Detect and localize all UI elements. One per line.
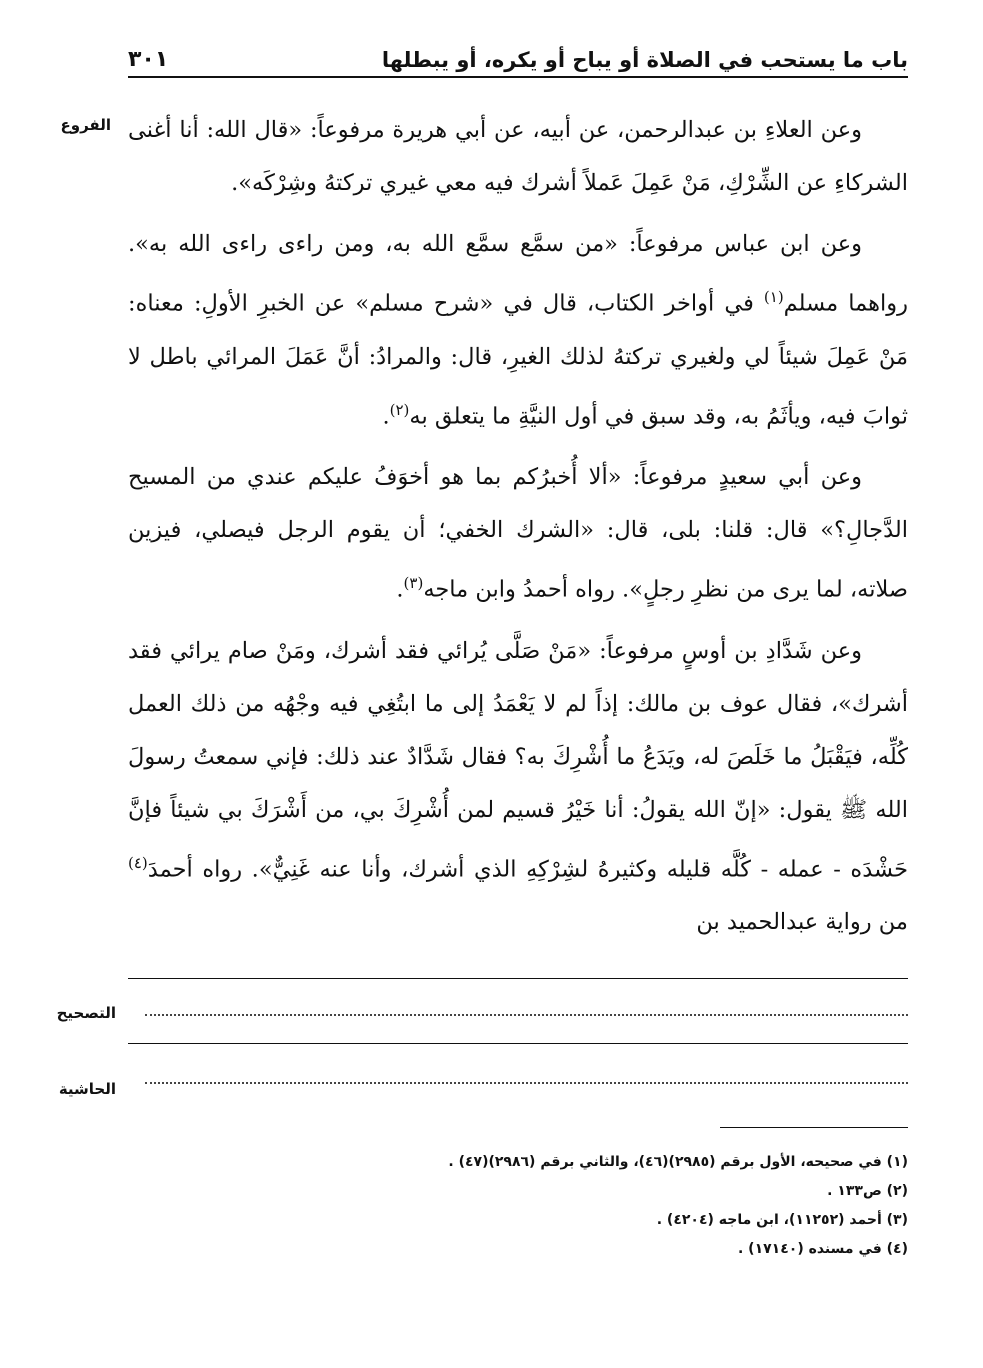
paragraph-text: وعن أبي سعيدٍ مرفوعاً: «ألا أُخبرُكم بما هو أخوَفُ عليكم عندي من المسيح الدَّجالِ؟» قال: قلنا: بلى، قال: «الشرك الخفي؛ أن يقوم الرجل فيصلي، فيزين صلاته، لما يرى من نظرِ رجلٍ». رواه أحمدُ وابن ماجه [128,464,908,603]
footnote-marker: (١) [763,288,784,306]
running-title: باب ما يستحب في الصلاة أو يباح أو يكره، أو يبطلها [381,48,908,72]
footnote-marker: (٣) [403,574,424,592]
footnote-marker: (٢) [389,400,410,419]
marginalia-dotted-line [145,1082,908,1084]
footnote-marker: (٤) [128,853,148,872]
paragraph-text: . [382,403,390,429]
paragraph [128,218,908,443]
correction-dotted-line [145,1014,908,1016]
paragraph [128,104,908,210]
paragraph [128,451,908,617]
footnote-item: (٣) أحمد (١١٢٥٢)، ابن ماجه (٤٢٠٤) . [656,1212,908,1228]
paragraph-text: في أواخر الكتاب، قال في «شرح مسلم» عن الخبرِ الأولِ: معناه: مَنْ عَمِلَ شيئاً لي ولغيري تركتهُ لذلك الغيرِ، قال: والمرادُ: أنَّ عَمَلَ المرائي باطل لا ثوابَ فيه، ويأثَمُ به، وقد سبق في أول النيَّةِ ما يتعلق به [128,290,908,429]
footnotes [300,1148,908,1264]
paragraph-text: . [396,576,404,603]
margin-label-branches: الفروع [60,116,111,134]
paragraph [128,625,908,950]
margin-label-marginalia: الحاشية [58,1080,116,1098]
correction-rule [128,1043,908,1044]
footnote-item: (٢) ص١٣٣ . [827,1183,908,1199]
text-end-rule [128,978,908,979]
paragraph-text: وعن ابن عباس مرفوعاً: «من سمَّع سمَّع الله به، ومن راءى راءى الله به». رواهما مسلم [128,231,908,317]
margin-label-correction: التصحيح [56,1004,116,1022]
running-header [128,38,908,72]
paragraph-text: وعن العلاءِ بن عبدالرحمن، عن أبيه، عن أبي هريرة مرفوعاً: «قال الله: أنا أغنى الشركاءِ عن الشِّرْكِ، مَنْ عَمِلَ عَملاً أشرك فيه معي غيري تركتهُ وشِرْكَه». [128,117,908,196]
paragraph-text: وعن شَدَّادِ بن أوسٍ مرفوعاً: «مَنْ صَلَّى يُرائي فقد أشرك، ومَنْ صام يرائي فقد أشرك»، فقال عوف بن مالك: إذاً لم لا يَعْمَدُ إلى ما ابتُغِي فيه وجْهُه من ذلك العمل كُلِّه، فيَقْبَلُ ما خَلَصَ له، ويَدَعُ ما أُشْرِكَ به؟ فقال شَدَّادٌ عند ذلك: فإني سمعتُ رسولَ الله ﷺ يقول: «إنّ الله يقولُ: أنا خَيْرُ قسيم لمن أُشْرِكَ بي، من أَشْرَكَ بي شيئاً فإنَّ حَشْدَه - عمله - كُلَّه قليله وكثيرهُ لشِرْكِهِ الذي أشرك، وأنا عنه غَنِيٌّ». رواه أحمدَ [128,637,908,882]
footnote-separator [720,1127,908,1128]
paragraph-text: من رواية عبدالحميد بن [696,909,908,935]
main-text [128,104,908,974]
footnote-item: (١) في صحيحه، الأول برقم (٢٩٨٥)(٤٦)، والثاني برقم (٢٩٨٦)(٤٧) . [448,1154,908,1170]
header-rule [128,76,908,78]
footnote-item: (٤) في مسنده (١٧١٤٠) . [737,1241,908,1257]
page-number: ٣٠١ [128,47,169,72]
